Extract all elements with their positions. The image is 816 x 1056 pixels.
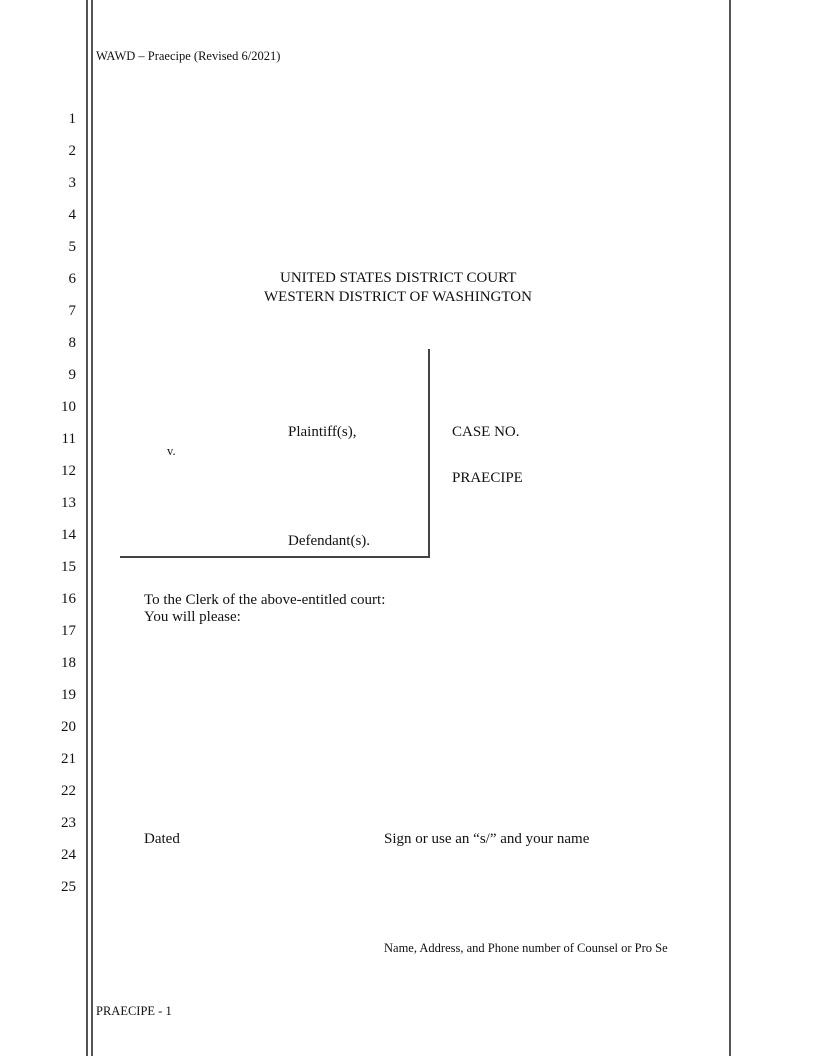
line-number: 18 [61, 655, 76, 671]
line-number: 5 [68, 239, 76, 255]
defendant-label: Defendant(s). [288, 533, 371, 549]
line-number: 14 [61, 527, 76, 543]
left-margin-line-inner [91, 0, 93, 1056]
line-number: 6 [68, 271, 76, 287]
line-number: 22 [61, 783, 76, 799]
line-number: 10 [61, 399, 76, 415]
form-id-header: WAWD – Praecipe (Revised 6/2021) [96, 49, 281, 63]
case-number-label: CASE NO. [452, 424, 520, 440]
line-number: 23 [61, 815, 76, 831]
line-number: 8 [68, 335, 76, 351]
line-number: 2 [68, 143, 76, 159]
signature-instruction: Sign or use an “s/” and your name [384, 831, 590, 847]
line-number: 3 [68, 175, 76, 191]
line-number: 24 [61, 847, 76, 863]
left-margin-line-outer [86, 0, 88, 1056]
contact-info-label: Name, Address, and Phone number of Counsel or Pro Se [384, 941, 668, 955]
caption-horizontal-rule [120, 556, 430, 558]
line-number: 9 [68, 367, 76, 383]
right-margin-line [729, 0, 731, 1056]
court-district: WESTERN DISTRICT OF WASHINGTON [264, 289, 532, 305]
line-number: 7 [68, 303, 76, 319]
line-number: 21 [61, 751, 76, 767]
dated-label: Dated [144, 831, 180, 847]
line-number: 17 [61, 623, 76, 639]
line-number: 19 [61, 687, 76, 703]
line-number: 15 [61, 559, 76, 575]
document-title: PRAECIPE [452, 470, 523, 486]
line-number: 12 [61, 463, 76, 479]
line-number: 16 [61, 591, 76, 607]
line-number: 4 [68, 207, 76, 223]
line-number: 1 [68, 111, 76, 127]
salutation: To the Clerk of the above-entitled court: [144, 592, 386, 608]
plaintiff-label: Plaintiff(s), [288, 424, 357, 440]
line-number: 20 [61, 719, 76, 735]
court-name: UNITED STATES DISTRICT COURT [280, 270, 517, 286]
line-number: 13 [61, 495, 76, 511]
line-number: 25 [61, 879, 76, 895]
line-number: 11 [61, 431, 76, 447]
page-footer: PRAECIPE - 1 [96, 1004, 172, 1018]
instruction: You will please: [144, 609, 241, 625]
versus-label: v. [167, 444, 176, 458]
caption-vertical-rule [428, 349, 430, 558]
